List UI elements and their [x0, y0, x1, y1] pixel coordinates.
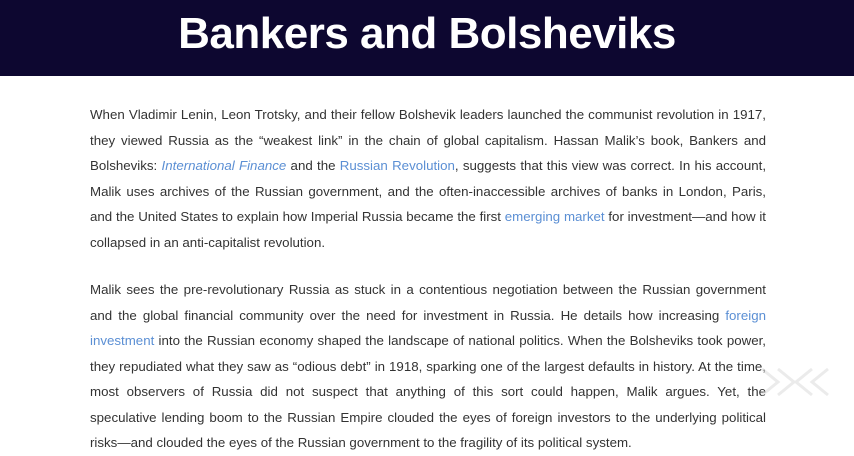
paragraph-1-text-2: and the [286, 158, 340, 173]
paragraph-1 [90, 102, 766, 255]
paragraph-1-link-5[interactable]: emerging market [504, 209, 605, 224]
article-body [0, 76, 854, 456]
paragraph-2-link-1[interactable]: foreign investment [90, 307, 766, 348]
paragraph-2-text-2: into the Russian economy shaped the landscape of national politics. When the Bolsheviks took power, they repudiated what they saw as “odious debt” in 1918, sparking one of the largest defaults in history. At the time, most observers of Russia did not suspect that anything of this sort could happen, Malik argues. Yet, the speculative lending boom to the Russian Empire clouded the eyes of foreign investors to the underlying political risks—and clouded the eyes of the Russian government to the fragility of its political system. [90, 333, 766, 450]
page-title: Bankers and Bolsheviks [178, 8, 676, 58]
paragraph-1-text-6: for investment—and how it collapsed in an anti-capitalist revolution. [90, 209, 766, 250]
double-arrow-watermark [758, 365, 832, 399]
paragraph-2-text-0: Malik sees the pre-revolutionary Russia as stuck in a contentious negotiation between the Russian government and the global financial community over the need for investment in Russia. He details how increasing [90, 282, 766, 323]
paragraph-2 [90, 277, 766, 456]
paragraph-1-text-0: When Vladimir Lenin, Leon Trotsky, and their fellow Bolshevik leaders launched the communist revolution in 1917, they viewed Russia as the “weakest link” in the chain of global capitalism. Hassan Malik’s book, Bankers and Bolsheviks: [90, 107, 766, 173]
paragraph-1-link-1[interactable]: International Finance [161, 158, 287, 173]
paragraph-1-link-3[interactable]: Russian Revolution [339, 158, 455, 173]
paragraph-1-text-4: , suggests that this view was correct. In his account, Malik uses archives of the Russian government, and the often-inaccessible archives of banks in London, Paris, and the United States to explain how Imperial Russia became the first [90, 158, 767, 224]
page-header-banner [0, 0, 854, 76]
